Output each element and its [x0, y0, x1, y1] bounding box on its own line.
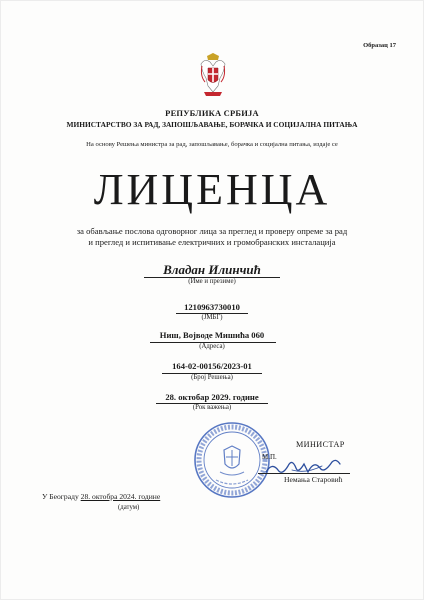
jmbg-value: 1210963730010: [184, 302, 240, 312]
license-purpose: [0, 226, 424, 248]
decision-number-value: 164-02-00156/2023-01: [172, 361, 252, 371]
place-and-date: [42, 492, 160, 501]
purpose-line-1: за обављање послова одговорног лица за преглед и проверу опреме за рад: [76, 226, 348, 236]
form-number: Образац 17: [363, 42, 396, 49]
signature-line: [258, 473, 350, 474]
minister-title: МИНИСТАР: [296, 440, 345, 449]
place-prefix: У Београду: [42, 492, 79, 501]
minister-name: Немања Старовић: [284, 475, 343, 484]
republic-heading: РЕПУБЛИКА СРБИЈА: [165, 108, 259, 118]
name-caption: (Име и презиме): [188, 278, 236, 285]
holder-name: Владан Илинчић: [163, 262, 261, 277]
address-value: Ниш, Војводе Мишића 060: [159, 330, 265, 340]
purpose-line-2: и преглед и испитивање електричних и громобранских инсталација: [88, 237, 336, 247]
coat-of-arms-icon: [198, 52, 228, 98]
seal-mark: М.П.: [262, 453, 277, 461]
validity-caption: (Рок важења): [192, 404, 232, 411]
license-title: ЛИЦЕНЦА: [93, 165, 331, 214]
jmbg-caption: (ЈМБГ): [201, 314, 223, 321]
issuance-basis: На основу Решења министра за рад, запошљавање, борачка и социјална питања, издаје се: [86, 141, 338, 148]
validity-value: 28. октобар 2029. године: [165, 392, 259, 402]
official-stamp-icon: [192, 420, 272, 500]
address-caption: (Адреса): [199, 343, 225, 350]
decision-caption: (Број Решења): [191, 374, 233, 381]
issue-date: 28. октобра 2024. године: [80, 492, 161, 501]
date-caption: (датум): [118, 504, 140, 511]
ministry-heading: МИНИСТАРСТВО ЗА РАД, ЗАПОШЉАВАЊЕ, БОРАЧКА И СОЦИЈАЛНА ПИТАЊА: [66, 120, 358, 129]
